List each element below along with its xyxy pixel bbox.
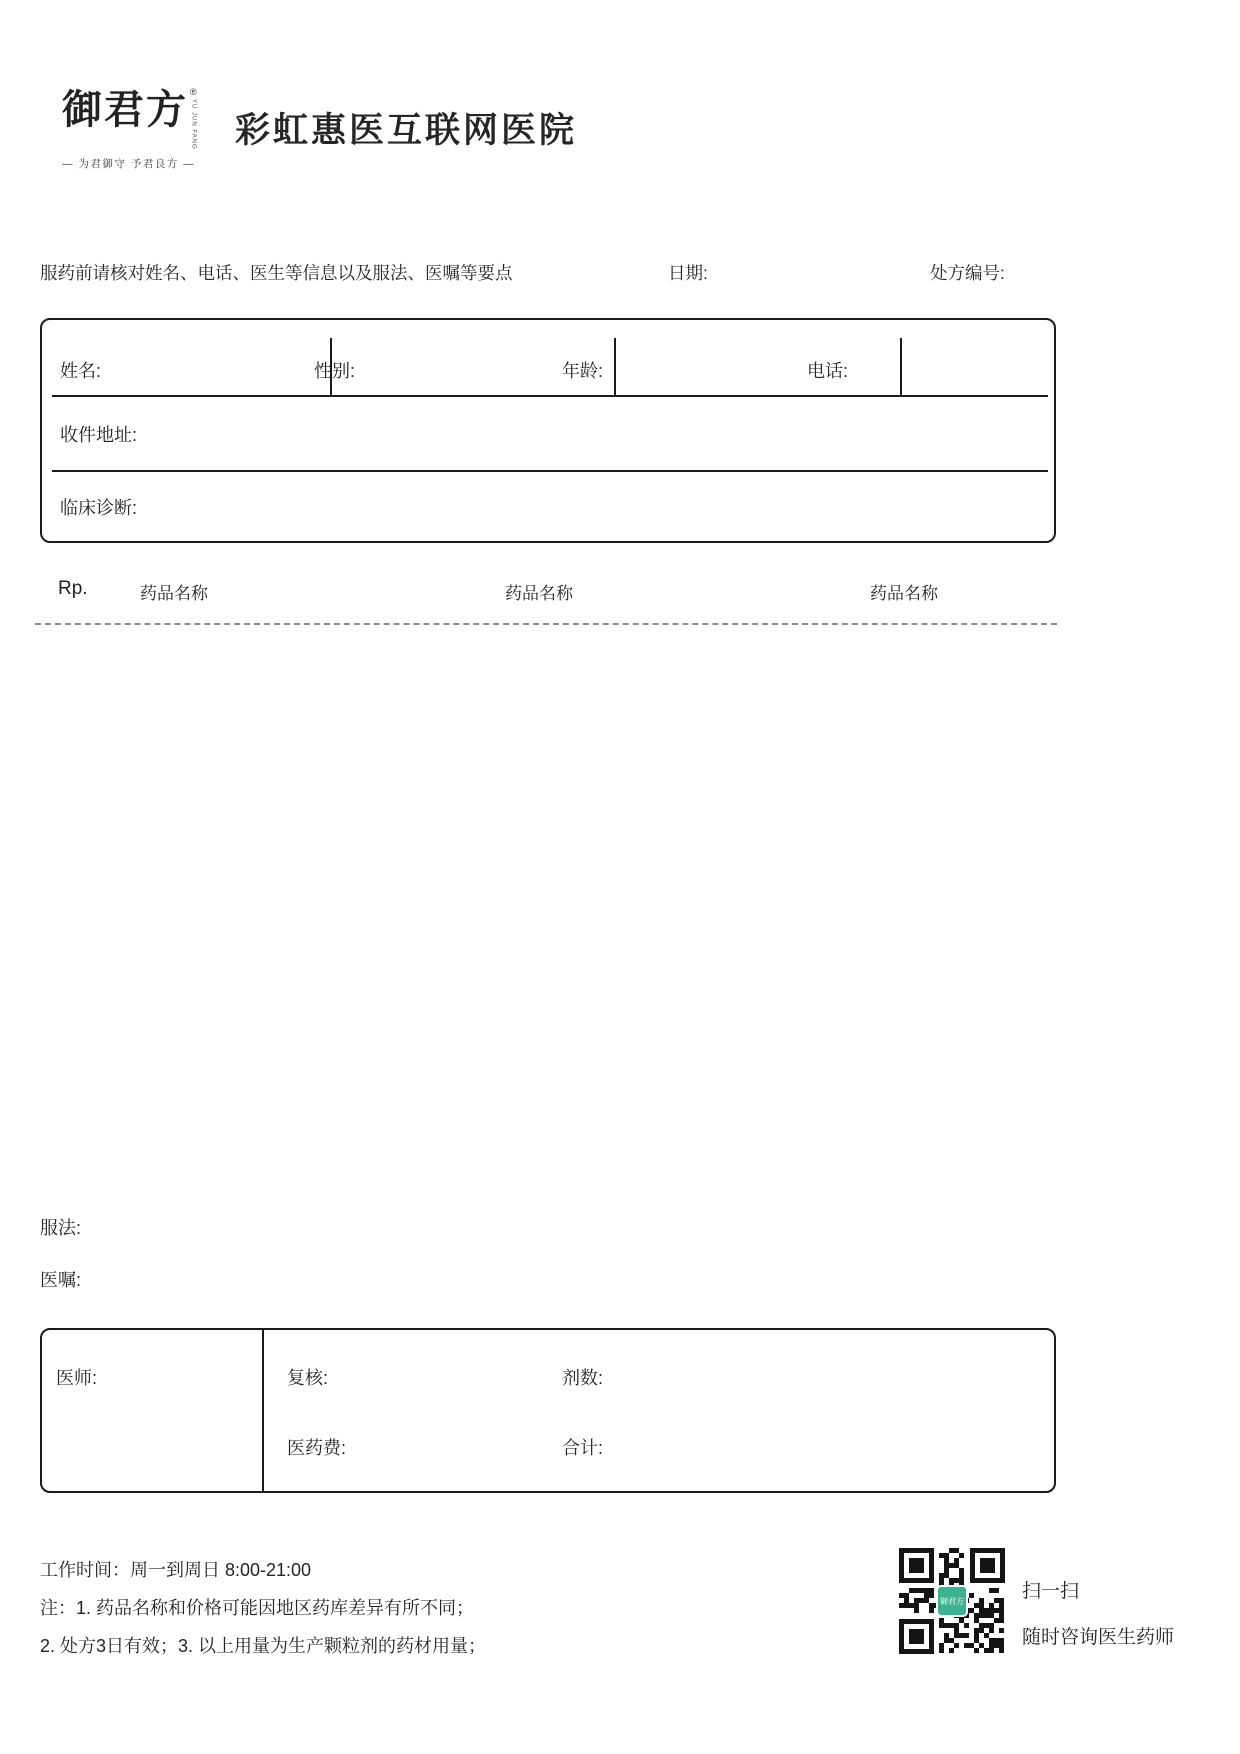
check-notice-text: 服药前请核对姓名、电话、医生等信息以及服法、医嘱等要点 xyxy=(40,263,513,283)
brand-logo-pinyin: YU JUN FANG xyxy=(190,99,197,150)
qr-finder-icon xyxy=(899,1548,934,1583)
patient-address-field xyxy=(60,397,1040,470)
working-hours-text: 工作时间：周一到周日 8:00-21:00 xyxy=(40,1560,312,1580)
rp-label: Rp. xyxy=(58,578,88,599)
patient-gender-label: 性别: xyxy=(314,361,356,381)
brand-logo-text: 御君方 xyxy=(62,86,188,133)
patient-age-field xyxy=(562,320,802,397)
total-label: 合计: xyxy=(562,1438,604,1458)
date-label: 日期: xyxy=(668,263,708,283)
divider xyxy=(262,1330,264,1491)
rp-header-row xyxy=(40,578,1056,604)
patient-name-label: 姓名: xyxy=(60,361,102,381)
medicine-fee-label: 医药费: xyxy=(287,1438,347,1458)
brand-tagline: — 为君御守 予君良方 — xyxy=(62,157,196,170)
qr-caption-scan: 扫一扫 xyxy=(1022,1581,1080,1602)
registered-trademark-icon: ® xyxy=(190,87,197,97)
patient-phone-label: 电话: xyxy=(807,361,849,381)
drug-name-column-header: 药品名称 xyxy=(505,584,573,603)
patient-address-label: 收件地址: xyxy=(60,424,138,445)
qr-finder-icon xyxy=(970,1548,1005,1583)
qr-caption-consult: 随时咨询医生药师 xyxy=(1022,1627,1175,1648)
hospital-title: 彩虹惠医互联网医院 xyxy=(235,111,578,150)
patient-gender-field xyxy=(314,320,554,397)
review-label: 复核: xyxy=(287,1368,329,1388)
patient-name-field xyxy=(60,320,330,397)
patient-age-label: 年龄: xyxy=(562,361,604,381)
drug-name-column-header: 药品名称 xyxy=(140,584,208,603)
patient-info-box xyxy=(40,318,1056,543)
patient-phone-field xyxy=(807,320,1037,397)
patient-row-basic xyxy=(42,320,1054,397)
dashed-separator xyxy=(35,623,1057,625)
qr-finder-icon xyxy=(899,1619,934,1654)
drug-name-column-header: 药品名称 xyxy=(870,584,938,603)
doctor-advice-label: 医嘱: xyxy=(40,1270,82,1290)
qr-code xyxy=(899,1548,1005,1654)
brand-logo-block xyxy=(62,88,222,171)
dose-count-label: 剂数: xyxy=(562,1368,604,1388)
signature-box xyxy=(40,1328,1056,1493)
rx-number-label: 处方编号: xyxy=(930,263,1005,283)
qr-center-logo-text: 御君方 xyxy=(940,1596,964,1606)
usage-label: 服法: xyxy=(40,1218,82,1238)
footer-note-2: 2. 处方3日有效；3. 以上用量为生产颗粒剂的药材用量； xyxy=(40,1636,487,1656)
patient-diagnosis-label: 临床诊断: xyxy=(60,498,138,518)
footer-note-1: 注：1. 药品名称和价格可能因地区药库差异有所不同； xyxy=(40,1598,475,1618)
patient-diagnosis-field xyxy=(60,472,1040,542)
doctor-label: 医师: xyxy=(56,1368,98,1388)
qr-center-logo xyxy=(936,1585,968,1617)
